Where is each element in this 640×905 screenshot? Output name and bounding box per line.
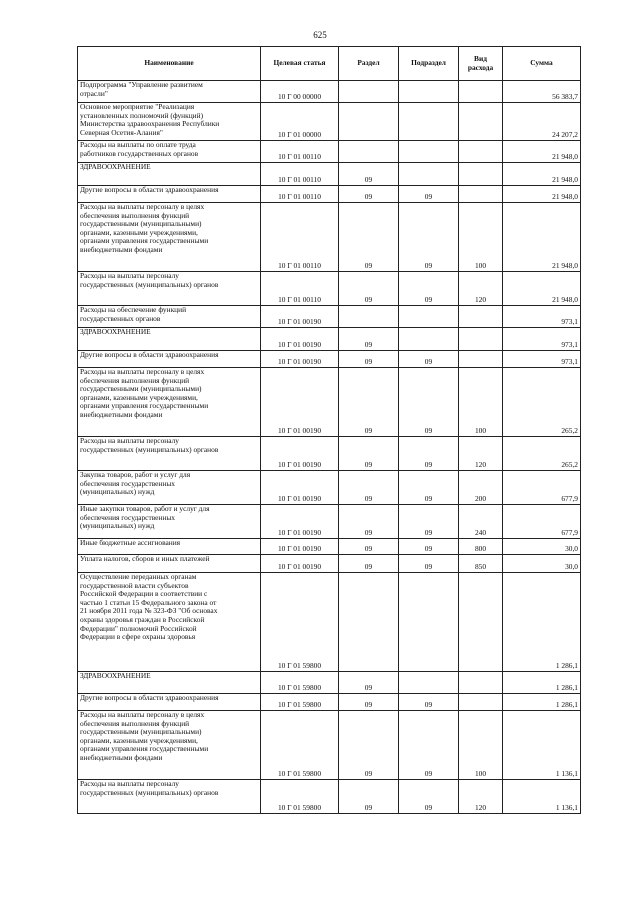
- cell-target: 10 Г 01 00190: [261, 306, 339, 328]
- cell-expense-type: [459, 672, 503, 694]
- cell-name: Другие вопросы в области здравоохранения: [78, 186, 261, 203]
- cell-name: Расходы на выплаты персоналу в целях обеспечения выполнения функций государственными (муниципальными) органами, казенными учреждениями, органами управления государственными внебюджетными фондами: [78, 368, 261, 437]
- header-row: [78, 47, 581, 81]
- cell-name: Расходы на выплаты персоналу государственных (муниципальных) органов: [78, 780, 261, 814]
- table-row: [78, 351, 581, 368]
- cell-expense-type: [459, 163, 503, 186]
- cell-target: 10 Г 01 00110: [261, 163, 339, 186]
- cell-name: Уплата налогов, сборов и иных платежей: [78, 555, 261, 573]
- cell-section: 09: [339, 186, 399, 203]
- cell-target: 10 Г 00 00000: [261, 81, 339, 103]
- cell-subsection: 09: [399, 471, 459, 505]
- cell-name: Расходы на обеспечение функций государственных органов: [78, 306, 261, 328]
- table-row: [78, 573, 581, 672]
- cell-target: 10 Г 01 00000: [261, 103, 339, 141]
- cell-subsection: 09: [399, 368, 459, 437]
- cell-expense-type: [459, 694, 503, 711]
- cell-subsection: 09: [399, 539, 459, 555]
- cell-target: 10 Г 01 00190: [261, 437, 339, 471]
- cell-subsection: [399, 141, 459, 163]
- cell-subsection: 09: [399, 780, 459, 814]
- cell-section: [339, 81, 399, 103]
- table-row: [78, 186, 581, 203]
- cell-section: [339, 573, 399, 672]
- cell-amount: 30,0: [503, 555, 581, 573]
- table-row: [78, 103, 581, 141]
- cell-expense-type: 100: [459, 203, 503, 272]
- cell-section: [339, 141, 399, 163]
- cell-subsection: [399, 672, 459, 694]
- cell-name: Расходы на выплаты персоналу в целях обеспечения выполнения функций государственными (муниципальными) органами, казенными учреждениями, органами управления государственными внебюджетными фондами: [78, 711, 261, 780]
- table-row: [78, 780, 581, 814]
- cell-expense-type: 240: [459, 505, 503, 539]
- cell-target: 10 Г 01 00190: [261, 368, 339, 437]
- cell-amount: 21 948,0: [503, 163, 581, 186]
- cell-section: 09: [339, 505, 399, 539]
- table-row: [78, 368, 581, 437]
- cell-expense-type: [459, 351, 503, 368]
- cell-target: 10 Г 01 59800: [261, 573, 339, 672]
- cell-subsection: [399, 163, 459, 186]
- cell-amount: 1 286,1: [503, 573, 581, 672]
- cell-target: 10 Г 01 00110: [261, 203, 339, 272]
- cell-section: 09: [339, 328, 399, 351]
- cell-name: Иные бюджетные ассигнования: [78, 539, 261, 555]
- cell-amount: 1 136,1: [503, 711, 581, 780]
- cell-expense-type: [459, 81, 503, 103]
- cell-section: 09: [339, 694, 399, 711]
- table-row: [78, 272, 581, 306]
- cell-expense-type: [459, 103, 503, 141]
- table-row: [78, 203, 581, 272]
- cell-subsection: 09: [399, 694, 459, 711]
- cell-name: Осуществление переданных органам государственной власти субъектов Российской Федерации в соответствии с частью 1 статьи 15 Федерального закона от 21 ноября 2011 года № 323-ФЗ "Об основах охраны здоровья граждан в Российской Федерации" полномочий Российской Федерации в сфере охраны здоровья: [78, 573, 261, 672]
- cell-target: 10 Г 01 59800: [261, 694, 339, 711]
- cell-subsection: 09: [399, 186, 459, 203]
- cell-section: 09: [339, 471, 399, 505]
- table-row: [78, 437, 581, 471]
- cell-section: 09: [339, 672, 399, 694]
- cell-target: 10 Г 01 00190: [261, 555, 339, 573]
- cell-section: 09: [339, 555, 399, 573]
- cell-subsection: [399, 81, 459, 103]
- cell-section: [339, 306, 399, 328]
- cell-target: 10 Г 01 59800: [261, 711, 339, 780]
- cell-name: Расходы на выплаты персоналу в целях обеспечения выполнения функций государственными (муниципальными) органами, казенными учреждениями, органами управления государственными внебюджетными фондами: [78, 203, 261, 272]
- cell-target: 10 Г 01 59800: [261, 672, 339, 694]
- cell-expense-type: 100: [459, 711, 503, 780]
- cell-subsection: 09: [399, 272, 459, 306]
- cell-subsection: 09: [399, 437, 459, 471]
- table-row: [78, 471, 581, 505]
- cell-section: 09: [339, 437, 399, 471]
- table-row: [78, 694, 581, 711]
- cell-amount: 1 286,1: [503, 694, 581, 711]
- cell-amount: 1 136,1: [503, 780, 581, 814]
- cell-name: Расходы на выплаты по оплате труда работников государственных органов: [78, 141, 261, 163]
- cell-amount: 56 383,7: [503, 81, 581, 103]
- cell-amount: 265,2: [503, 437, 581, 471]
- cell-name: ЗДРАВООХРАНЕНИЕ: [78, 163, 261, 186]
- cell-name: ЗДРАВООХРАНЕНИЕ: [78, 328, 261, 351]
- cell-amount: 677,9: [503, 471, 581, 505]
- cell-expense-type: [459, 306, 503, 328]
- cell-section: 09: [339, 539, 399, 555]
- table-row: [78, 328, 581, 351]
- cell-name: Закупка товаров, работ и услуг для обеспечения государственных (муниципальных) нужд: [78, 471, 261, 505]
- cell-name: Иные закупки товаров, работ и услуг для обеспечения государственных (муниципальных) нужд: [78, 505, 261, 539]
- header-name: Наименование: [78, 47, 261, 81]
- cell-section: 09: [339, 351, 399, 368]
- cell-amount: 677,9: [503, 505, 581, 539]
- cell-amount: 1 286,1: [503, 672, 581, 694]
- budget-table: [77, 46, 581, 814]
- cell-amount: 24 207,2: [503, 103, 581, 141]
- cell-target: 10 Г 01 59800: [261, 780, 339, 814]
- cell-target: 10 Г 01 00190: [261, 351, 339, 368]
- cell-name: Подпрограмма "Управление развитием отрасли": [78, 81, 261, 103]
- cell-subsection: [399, 573, 459, 672]
- cell-target: 10 Г 01 00110: [261, 272, 339, 306]
- table-header: [78, 47, 581, 81]
- cell-amount: 973,1: [503, 306, 581, 328]
- cell-subsection: [399, 328, 459, 351]
- cell-section: 09: [339, 711, 399, 780]
- table-row: [78, 306, 581, 328]
- table-row: [78, 539, 581, 555]
- cell-subsection: 09: [399, 711, 459, 780]
- cell-expense-type: 200: [459, 471, 503, 505]
- cell-subsection: 09: [399, 203, 459, 272]
- header-section: Раздел: [339, 47, 399, 81]
- cell-expense-type: [459, 186, 503, 203]
- cell-expense-type: 850: [459, 555, 503, 573]
- cell-amount: 21 948,0: [503, 203, 581, 272]
- cell-amount: 265,2: [503, 368, 581, 437]
- cell-amount: 21 948,0: [503, 186, 581, 203]
- cell-name: Расходы на выплаты персоналу государственных (муниципальных) органов: [78, 437, 261, 471]
- cell-name: Другие вопросы в области здравоохранения: [78, 351, 261, 368]
- table-row: [78, 163, 581, 186]
- cell-expense-type: 120: [459, 437, 503, 471]
- cell-amount: 21 948,0: [503, 141, 581, 163]
- cell-section: 09: [339, 368, 399, 437]
- table-row: [78, 555, 581, 573]
- cell-amount: 30,0: [503, 539, 581, 555]
- cell-name: Основное мероприятие "Реализация установленных полномочий (функций) Министерства здравоохранения Республики Северная Осетия-Алания": [78, 103, 261, 141]
- cell-section: 09: [339, 272, 399, 306]
- cell-name: ЗДРАВООХРАНЕНИЕ: [78, 672, 261, 694]
- cell-subsection: 09: [399, 505, 459, 539]
- header-amount: Сумма: [503, 47, 581, 81]
- page-number: 625: [313, 30, 327, 40]
- cell-expense-type: [459, 328, 503, 351]
- cell-amount: 21 948,0: [503, 272, 581, 306]
- cell-expense-type: 120: [459, 780, 503, 814]
- cell-section: 09: [339, 203, 399, 272]
- table-row: [78, 672, 581, 694]
- cell-expense-type: 120: [459, 272, 503, 306]
- cell-target: 10 Г 01 00190: [261, 471, 339, 505]
- cell-expense-type: [459, 141, 503, 163]
- header-subsection: Подраздел: [399, 47, 459, 81]
- cell-target: 10 Г 01 00190: [261, 328, 339, 351]
- header-target: Целевая статья: [261, 47, 339, 81]
- table-row: [78, 505, 581, 539]
- cell-expense-type: 800: [459, 539, 503, 555]
- cell-subsection: 09: [399, 555, 459, 573]
- cell-section: [339, 103, 399, 141]
- table-body: [78, 81, 581, 814]
- cell-name: Расходы на выплаты персоналу государственных (муниципальных) органов: [78, 272, 261, 306]
- cell-target: 10 Г 01 00110: [261, 141, 339, 163]
- table-row: [78, 711, 581, 780]
- table-row: [78, 81, 581, 103]
- cell-amount: 973,1: [503, 351, 581, 368]
- cell-amount: 973,1: [503, 328, 581, 351]
- cell-target: 10 Г 01 00190: [261, 539, 339, 555]
- cell-section: 09: [339, 780, 399, 814]
- cell-subsection: [399, 306, 459, 328]
- cell-subsection: [399, 103, 459, 141]
- cell-name: Другие вопросы в области здравоохранения: [78, 694, 261, 711]
- cell-subsection: 09: [399, 351, 459, 368]
- table-row: [78, 141, 581, 163]
- cell-section: 09: [339, 163, 399, 186]
- cell-expense-type: [459, 573, 503, 672]
- cell-expense-type: 100: [459, 368, 503, 437]
- cell-target: 10 Г 01 00110: [261, 186, 339, 203]
- cell-target: 10 Г 01 00190: [261, 505, 339, 539]
- header-expense-type: Вид расхода: [459, 47, 503, 81]
